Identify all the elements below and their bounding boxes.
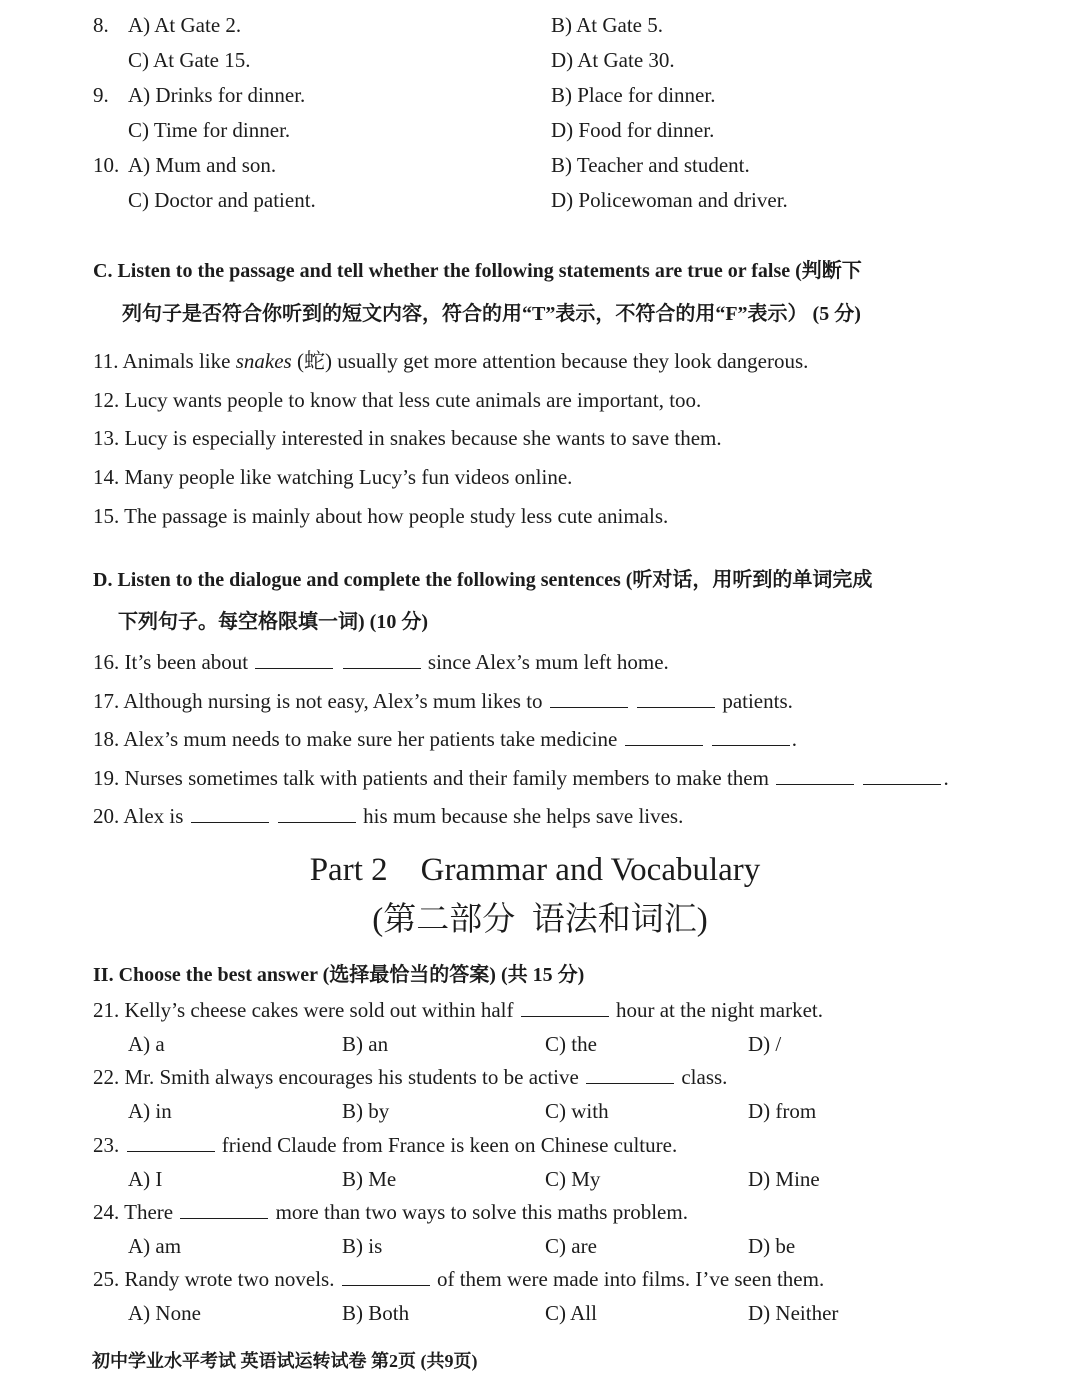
q23-option-d: D) Mine — [748, 1167, 820, 1191]
answer-blank[interactable] — [127, 1134, 215, 1152]
q25-option-d: D) Neither — [748, 1301, 839, 1325]
q25-option-a: A) None — [128, 1301, 201, 1325]
q11-statement — [93, 348, 808, 374]
answer-blank[interactable] — [180, 1201, 268, 1219]
q24-stem — [93, 1199, 688, 1225]
q8-option-d: D) At Gate 30. — [551, 48, 675, 72]
q10-option-b: B) Teacher and student. — [551, 153, 750, 177]
q17-post: patients. — [722, 689, 793, 713]
q25-option-c: C) All — [545, 1301, 597, 1325]
q16-sentence — [93, 649, 669, 675]
answer-blank[interactable] — [521, 999, 609, 1017]
q23-option-c: C) My — [545, 1167, 601, 1191]
q24-pre: 24. There — [93, 1200, 174, 1224]
answer-blank[interactable] — [343, 651, 421, 669]
q20-post: his mum because she helps save lives. — [363, 804, 684, 828]
q23-option-a: A) I — [128, 1167, 163, 1191]
q11-post: (蛇) usually get more attention because they look dangerous. — [291, 349, 809, 373]
section-d-heading: D. Listen to the dialogue and complete the following sentences (听对话，用听到的单词完成 — [93, 569, 873, 591]
q16-post: since Alex’s mum left home. — [427, 650, 669, 674]
q24-option-d: D) be — [748, 1234, 796, 1258]
q18-post: . — [791, 727, 798, 751]
q10-option-a: A) Mum and son. — [128, 153, 277, 177]
q10-option-d: D) Policewoman and driver. — [551, 188, 788, 212]
answer-blank[interactable] — [342, 1268, 430, 1286]
answer-blank[interactable] — [712, 728, 790, 746]
q22-option-a: A) in — [128, 1099, 172, 1123]
answer-blank[interactable] — [625, 728, 703, 746]
q21-option-d: D) / — [748, 1032, 782, 1056]
q15-statement: 15. The passage is mainly about how people study less cute animals. — [93, 504, 669, 528]
q12-statement: 12. Lucy wants people to know that less cute animals are important, too. — [93, 388, 702, 412]
q17-pre: 17. Although nursing is not easy, Alex’s mum likes to — [93, 689, 543, 713]
answer-blank[interactable] — [586, 1066, 674, 1084]
q10-number: 10. — [93, 153, 120, 177]
q20-sentence — [93, 803, 683, 829]
section-c-heading-cont: 列句子是否符合你听到的短文内容，符合的用“T”表示，不符合的用“F”表示） (5 分) — [122, 303, 861, 325]
q25-pre: 25. Randy wrote two novels. — [93, 1267, 335, 1291]
q9-option-a: A) Drinks for dinner. — [128, 83, 306, 107]
q8-number: 8. — [93, 13, 109, 37]
q22-post: class. — [681, 1065, 728, 1089]
q20-pre: 20. Alex is — [93, 804, 184, 828]
answer-blank[interactable] — [863, 767, 941, 785]
q14-statement: 14. Many people like watching Lucy’s fun videos online. — [93, 465, 573, 489]
q16-pre: 16. It’s been about — [93, 650, 249, 674]
part2-title-chinese: (第二部分 语法和词汇) — [372, 902, 708, 938]
q22-option-b: B) by — [342, 1099, 390, 1123]
q9-option-c: C) Time for dinner. — [128, 118, 291, 142]
q23-post: friend Claude from France is keen on Chinese culture. — [221, 1133, 678, 1157]
q22-pre: 22. Mr. Smith always encourages his students to be active — [93, 1065, 579, 1089]
q11-italic-word: snakes — [235, 349, 292, 373]
section-ii-heading: II. Choose the best answer (选择最恰当的答案) (共 15 分) — [93, 964, 585, 986]
q9-number: 9. — [93, 83, 109, 107]
q21-option-c: C) the — [545, 1032, 597, 1056]
q19-sentence — [93, 765, 949, 791]
q23-pre: 23. — [93, 1133, 120, 1157]
answer-blank[interactable] — [255, 651, 333, 669]
q21-post: hour at the night market. — [615, 998, 823, 1022]
q21-pre: 21. Kelly’s cheese cakes were sold out within half — [93, 998, 514, 1022]
q21-option-a: A) a — [128, 1032, 165, 1056]
q13-statement: 13. Lucy is especially interested in snakes because she wants to save them. — [93, 426, 722, 450]
q24-post: more than two ways to solve this maths problem. — [275, 1200, 688, 1224]
q25-stem — [93, 1266, 824, 1292]
q19-post: . — [943, 766, 949, 790]
q22-option-c: C) with — [545, 1099, 609, 1123]
q21-option-b: B) an — [342, 1032, 389, 1056]
q8-option-c: C) At Gate 15. — [128, 48, 251, 72]
q24-option-b: B) is — [342, 1234, 383, 1258]
q24-option-c: C) are — [545, 1234, 597, 1258]
q23-option-b: B) Me — [342, 1167, 397, 1191]
q25-option-b: B) Both — [342, 1301, 410, 1325]
q25-post: of them were made into films. I’ve seen them. — [436, 1267, 825, 1291]
answer-blank[interactable] — [637, 690, 715, 708]
q24-option-a: A) am — [128, 1234, 182, 1258]
q18-sentence — [93, 726, 797, 752]
q19-pre: 19. Nurses sometimes talk with patients and their family members to make them — [93, 766, 769, 790]
q22-option-d: D) from — [748, 1099, 817, 1123]
q8-option-a: A) At Gate 2. — [128, 13, 242, 37]
q9-option-d: D) Food for dinner. — [551, 118, 715, 142]
q10-option-c: C) Doctor and patient. — [128, 188, 316, 212]
q21-stem — [93, 997, 823, 1023]
answer-blank[interactable] — [191, 805, 269, 823]
q23-stem — [93, 1132, 677, 1158]
q9-option-b: B) Place for dinner. — [551, 83, 716, 107]
q22-stem — [93, 1064, 727, 1090]
answer-blank[interactable] — [550, 690, 628, 708]
q18-pre: 18. Alex’s mum needs to make sure her patients take medicine — [93, 727, 618, 751]
page-footer: 初中学业水平考试 英语试运转试卷 第2页 (共9页) — [92, 1351, 478, 1371]
answer-blank[interactable] — [776, 767, 854, 785]
q8-option-b: B) At Gate 5. — [551, 13, 663, 37]
section-c-heading: C. Listen to the passage and tell whether the following statements are true or false (判断下 — [93, 260, 862, 282]
q17-sentence — [93, 688, 793, 714]
answer-blank[interactable] — [278, 805, 356, 823]
section-d-heading-cont: 下列句子。每空格限填一词) (10 分) — [118, 611, 428, 633]
q11-pre: 11. Animals like — [93, 349, 236, 373]
part2-title: Part 2 Grammar and Vocabulary — [309, 852, 761, 888]
